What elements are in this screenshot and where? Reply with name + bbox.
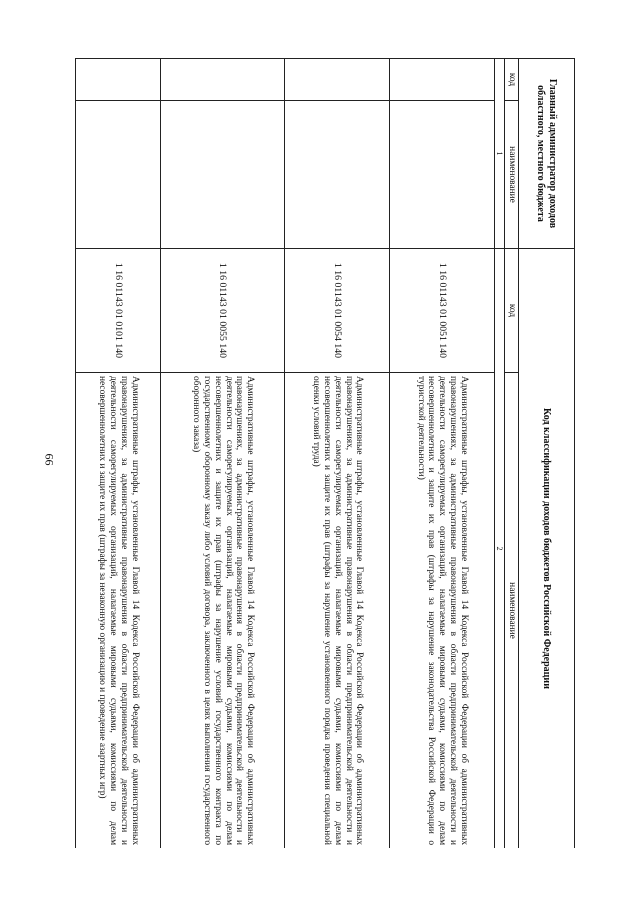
col-name2-header: наименование	[505, 373, 519, 849]
table-row	[390, 59, 495, 849]
table-row	[76, 59, 161, 849]
kbk-code-cell: 1 16 01143 01 0051 140	[390, 249, 495, 373]
kbk-code-cell: 1 16 01143 01 0054 140	[285, 249, 390, 373]
col-code2-header: код	[505, 249, 519, 373]
revenue-classification-table	[75, 58, 575, 848]
kbk-description-cell: Административные штрафы, установленные Главой 14 Кодекса Российской Федерации об административных правонарушениях, за административные правонарушения в области предпринимательской деятельности и деятельности саморегулируемых организаций, налагаемые мировыми судьями, комиссиями по делам несовершеннолетних и защите их прав (штрафы за нарушение условий государственного контракта по государственному оборонному заказу либо условий договора, заключенного в целях выполнения государственного оборонного заказа)	[160, 373, 285, 849]
admin-name-cell	[390, 101, 495, 249]
admin-code-cell	[285, 59, 390, 101]
header-admin: Главный администратор доходов областного, местного бюджета	[519, 59, 575, 249]
kbk-description-cell: Административные штрафы, установленные Главой 14 Кодекса Российской Федерации об административных правонарушениях, за административные правонарушения в области предпринимательской деятельности и деятельности саморегулируемых организаций, налагаемые мировыми судьями, комиссиями по делам несовершеннолетних и защите их прав (штрафы за нарушение установленного порядка проведения специальной оценки условий труда)	[285, 373, 390, 849]
kbk-description-cell: Административные штрафы, установленные Главой 14 Кодекса Российской Федерации об административных правонарушениях, за административные правонарушения в области предпринимательской деятельности и деятельности саморегулируемых организаций, налагаемые мировыми судьями, комиссиями по делам несовершеннолетних и защите их прав (штрафы за незаконную организацию и проведение азартных игр)	[76, 373, 161, 849]
admin-code-cell	[160, 59, 285, 101]
table-rotation-frame	[75, 58, 575, 848]
header-kbk: Код классификации доходов бюджетов Российской Федерации	[519, 249, 575, 849]
admin-name-cell	[285, 101, 390, 249]
admin-name-cell	[76, 101, 161, 249]
table-row	[285, 59, 390, 849]
landscape-table-wrapper	[75, 58, 575, 848]
admin-code-cell	[390, 59, 495, 101]
table-row	[160, 59, 285, 849]
column-index-2: 2	[494, 249, 504, 849]
column-index-1: 1	[494, 59, 504, 249]
col-code-header: код	[505, 59, 519, 101]
kbk-code-cell: 1 16 01143 01 0101 140	[76, 249, 161, 373]
kbk-description-cell: Административные штрафы, установленные Главой 14 Кодекса Российской Федерации об административных правонарушениях, за административные правонарушения в области предпринимательской деятельности и деятельности саморегулируемых организаций, налагаемые мировыми судьями, комиссиями по делам несовершеннолетних и защите их прав (штрафы за нарушение законодательства Российской Федерации о туристской деятельности)	[390, 373, 495, 849]
kbk-code-cell: 1 16 01143 01 0055 140	[160, 249, 285, 373]
page-number: 66	[42, 453, 57, 466]
admin-name-cell	[160, 101, 285, 249]
admin-code-cell	[76, 59, 161, 101]
col-name-header: наименование	[505, 101, 519, 249]
